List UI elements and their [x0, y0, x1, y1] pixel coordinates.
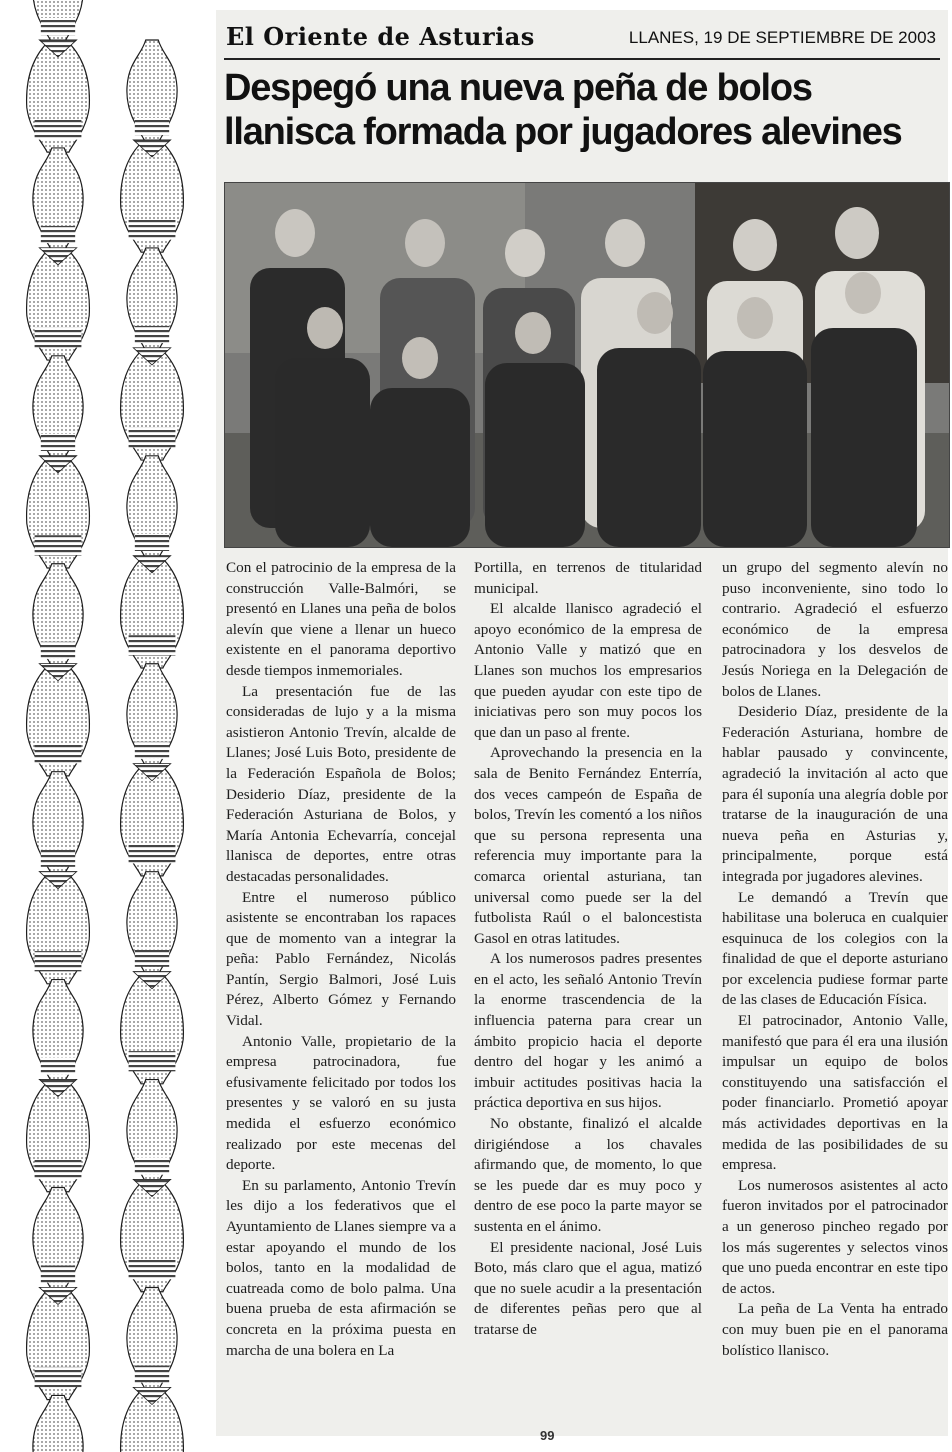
- paragraph: La peña de La Venta ha entrado con muy buen pie en el panorama bolístico llanisco.: [722, 1300, 948, 1359]
- bowling-pin-icon: [121, 248, 184, 460]
- bowling-pin-icon: [27, 1395, 90, 1452]
- bowling-pin-icon: [27, 564, 90, 776]
- paragraph: No obstante, finalizó el alcalde dirigiéndose a los chavales afirmando que, de momento, lo que se les puede dar es muy poco y dentro de ese poco la parte mayor se sustenta en el ánimo.: [474, 1115, 702, 1235]
- paragraph: Desiderio Díaz, presidente de la Federación Asturiana, hombre de hablar pausado y convincente, agradeció la invitación al acto que para él suponía una alegría doble por tratarse de la inauguración de una nueva peña en Asturias y, principalmente, porque está integrada por jugadores alevines.: [722, 703, 948, 885]
- bowling-pin-icon: [121, 872, 184, 1084]
- newspaper-clipping: [216, 10, 948, 1443]
- bowling-pin-icon: [121, 1080, 184, 1292]
- bowling-pin-icon: [27, 980, 90, 1192]
- paragraph: Aprovechando la presencia en la sala de Benito Fernández Enterría, dos veces campeón de España de bolos, Trevín les comentó a los niños que su persona representa una referencia muy importante para la comarca oriental asturiana, tan universal como puede ser la del futbolista Raúl o el baloncestista Gasol en otras latitudes.: [474, 744, 702, 947]
- paragraph: Portilla, en terrenos de titularidad municipal.: [474, 559, 702, 597]
- bowling-pin-icon: [121, 664, 184, 876]
- bowling-pin-icon: [121, 1288, 184, 1452]
- paragraph: En su parlamento, Antonio Trevín les dijo a los federativos que el Ayuntamiento de Llanes siempre va a estar apoyando el mundo de los bolos, tanto en la modalidad de cuatreada como de bolo palma. Una buena prueba de esta afirmación se concreta en la próxima puesta en marcha de una bolera en La: [226, 1176, 456, 1359]
- masthead-logo: El Oriente de Asturias: [226, 22, 535, 51]
- bowling-pins-border: [0, 0, 212, 1452]
- article-column-1: [226, 558, 456, 1361]
- paragraph: El alcalde llanisco agradeció el apoyo económico de la empresa de Antonio Valle y matizó que en Llanes son muchos los empresarios que pueden ayudar con este tipo de iniciativas pero son muy pocos los que dan un paso al frente.: [474, 600, 702, 741]
- dateline: LLANES, 19 DE SEPTIEMBRE DE 2003: [628, 28, 936, 47]
- paragraph: A los numerosos padres presentes en el acto, les señaló Antonio Trevín la enorme trascendencia de la influencia paterna para crear un ámbito propicio hacia el deporte dentro del hogar y les animó a imbuir actitudes positivas hacia la práctica deportiva en sus hijos.: [474, 950, 702, 1112]
- bowling-pin-icon: [27, 148, 90, 360]
- paragraph: Le demandó a Trevín que habilitase una boleruca en cualquier esquinuca de los colegios con la finalidad de que el deporte asturiano por excelencia pudiese formar parte de las clases de Educación Física.: [722, 888, 948, 1009]
- paragraph: Entre el numeroso público asistente se encontraban los rapaces que de momento van a integrar la peña: Pablo Fernández, Nicolás Pantín, Sergio Balmori, José Luis Pérez, Alberto Gómez y Fernando Vidal.: [226, 888, 456, 1030]
- article-headline: Despegó una nueva peña de bolos llanisca formada por jugadores alevines: [224, 67, 902, 153]
- paragraph: Con el patrocinio de la empresa de la construcción Valle-Balmóri, se presentó en Llanes una peña de bolos alevín que viene a llenar un hueco existente en el panorama deportivo desde tiempos inmemoriales.: [226, 559, 456, 679]
- bowling-pin-icon: [121, 40, 184, 252]
- bowling-pin-icon: [27, 356, 90, 568]
- bowling-pin-icon: [27, 0, 90, 152]
- paragraph: La presentación fue de las consideradas de lujo y a la misma asistieron Antonio Trevín, alcalde de Llanes; José Luis Boto, presidente de la Federación Española de Bolos; Desiderio Díaz, presidente de la Federación Asturiana de Bolos, y María Antonia Echevarría, concejal llanisca de deportes, entre otras destacadas personalidades.: [226, 682, 456, 885]
- paragraph: Antonio Valle, propietario de la empresa patrocinadora, fue efusivamente felicitado por todos los presentes y se valoró en su justa medida el esfuerzo económico realizado por este mecenas del deporte.: [226, 1032, 456, 1174]
- page-number: 99: [540, 1428, 555, 1443]
- article-column-2: [474, 558, 702, 1341]
- paragraph: El patrocinador, Antonio Valle, manifestó que para él era una ilusión impulsar un equipo de bolos constituyendo una satisfacción el poder financiarlo. Prometió apoyar más actividades deportivas en la medida de las posibilidades de su empresa.: [722, 1012, 948, 1174]
- article-column-3: [722, 558, 948, 1361]
- paragraph: un grupo del segmento alevín no puso inconveniente, sino todo lo contrario. Agradeció el esfuerzo económico de la empresa patrocinadora y los desvelos de Jesús Noriega en la Delegación de bolos de Llanes.: [722, 559, 948, 700]
- bowling-pin-icon: [27, 772, 90, 984]
- team-photo: [224, 182, 950, 548]
- bowling-pin-icon: [121, 456, 184, 668]
- header-rule: [224, 58, 940, 60]
- paragraph: El presidente nacional, José Luis Boto, más claro que el agua, matizó que no suele acudir a la presentación de diferentes peñas pero que al tratarse de: [474, 1238, 702, 1338]
- paragraph: Los numerosos asistentes al acto fueron invitados por el patrocinador a un generoso pincheo regado por los más sugerentes y selectos vinos que uno pueda encontrar en este tipo de actos.: [722, 1176, 948, 1297]
- bowling-pin-icon: [27, 1188, 90, 1400]
